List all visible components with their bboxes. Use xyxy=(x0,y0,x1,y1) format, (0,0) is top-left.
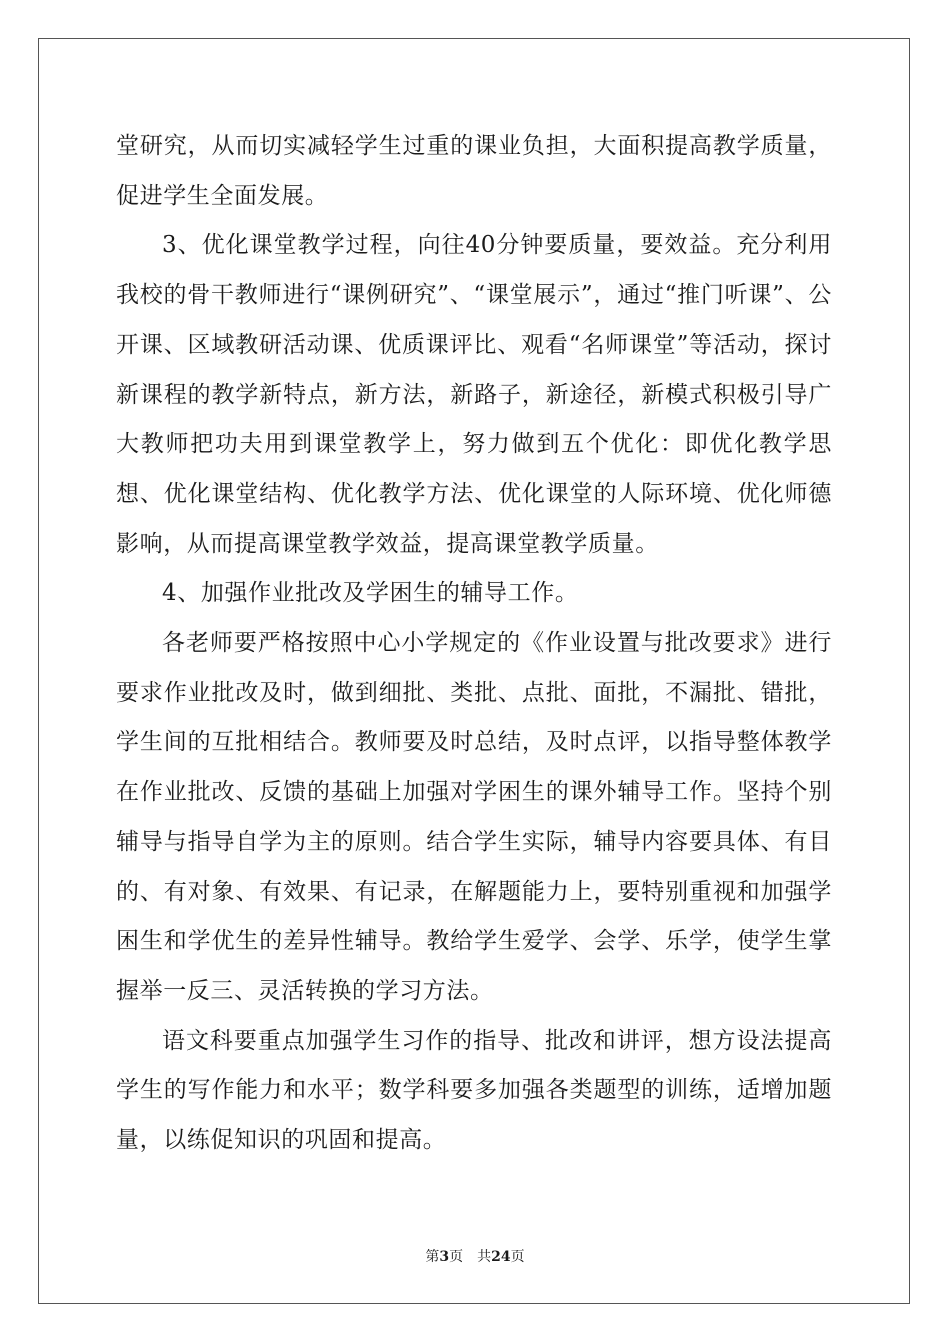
total-pages: 24 xyxy=(491,1249,511,1265)
page-footer xyxy=(0,1248,950,1266)
page-prefix: 第 xyxy=(425,1249,440,1265)
paragraph: 各老师要严格按照中心小学规定的《作业设置与批改要求》进行要求作业批改及时，做到细批、类批、点批、面批，不漏批、错批，学生间的互批相结合。教师要及时总结，及时点评，以指导整体教学在作业批改、反馈的基础上加强对学困生的课外辅导工作。坚持个别辅导与指导自学为主的原则。结合学生实际，辅导内容要具体、有目的、有对象、有效果、有记录，在解题能力上，要特别重视和加强学困生和学优生的差异性辅导。教给学生爱学、会学、乐学，使学生掌握举一反三、灵活转换的学习方法。 xyxy=(116,630,832,1004)
paragraph: 堂研究，从而切实减轻学生过重的课业负担，大面积提高教学质量，促进学生全面发展。 xyxy=(116,133,832,209)
page-suffix: 页 xyxy=(449,1249,464,1265)
total-prefix: 共 xyxy=(477,1249,492,1265)
paragraph: 语文科要重点加强学生习作的指导、批改和讲评，想方设法提高学生的写作能力和水平；数学科要多加强各类题型的训练，适增加题量，以练促知识的巩固和提高。 xyxy=(116,1027,832,1154)
paragraph: 4、加强作业批改及学困生的辅导工作。 xyxy=(162,580,579,607)
page-number: 3 xyxy=(439,1249,450,1265)
total-suffix: 页 xyxy=(510,1249,525,1265)
paragraph: 3、优化课堂教学过程，向往40分钟要质量，要效益。充分利用我校的骨干教师进行“课例研究”、“课堂展示”，通过“推门听课”、公开课、区域教研活动课、优质课评比、观看“名师课堂”等活动，探讨新课程的教学新特点，新方法，新路子，新途径，新模式积极引导广大教师把功夫用到课堂教学上，努力做到五个优化：即优化教学思想、优化课堂结构、优化教学方法、优化课堂的人际环境、优化师德影响，从而提高课堂教学效益，提高课堂教学质量。 xyxy=(116,232,832,557)
document-body xyxy=(116,122,832,1166)
